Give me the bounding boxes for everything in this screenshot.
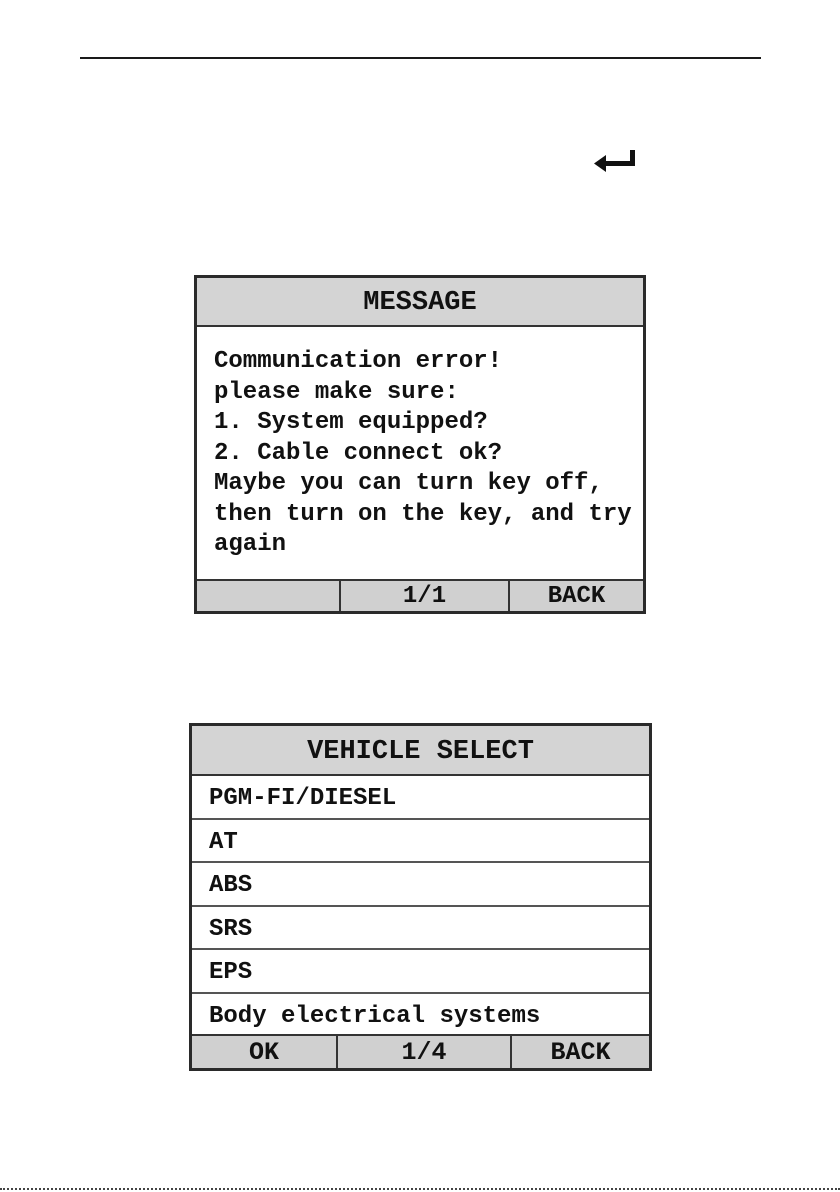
- menu-item-srs[interactable]: SRS: [192, 907, 649, 951]
- message-line: 2. Cable connect ok?: [214, 439, 503, 467]
- footer-rule: [0, 1188, 840, 1190]
- message-line: 1. System equipped?: [214, 409, 488, 436]
- header-rule: [80, 57, 761, 59]
- menu-item-at[interactable]: AT: [192, 820, 649, 864]
- ok-button[interactable]: OK: [192, 1036, 338, 1068]
- message-line: please make sure:: [214, 378, 459, 406]
- back-button[interactable]: BACK: [547, 583, 606, 610]
- menu-item-pgm-fi-diesel[interactable]: PGM-FI/DIESEL: [192, 776, 649, 820]
- menu-item-abs[interactable]: ABS: [192, 863, 649, 907]
- footer-blank-button[interactable]: [197, 581, 341, 611]
- message-line: again: [214, 531, 287, 558]
- message-line: then turn on the key, and try: [214, 500, 632, 528]
- message-screen: [194, 275, 646, 614]
- enter-arrow-icon: [594, 150, 636, 172]
- message-title: MESSAGE: [197, 278, 643, 327]
- message-line: Communication error!: [214, 348, 503, 375]
- vehicle-select-title: VEHICLE SELECT: [192, 726, 649, 776]
- menu-item-eps[interactable]: EPS: [192, 950, 649, 994]
- message-line: Maybe you can turn key off,: [214, 470, 603, 497]
- menu-item-body-electrical[interactable]: Body electrical systems: [192, 994, 649, 1038]
- page-indicator: 1/1: [341, 581, 510, 611]
- vehicle-select-screen: [189, 723, 652, 1071]
- message-footer: [197, 579, 643, 611]
- back-button[interactable]: BACK: [550, 1038, 611, 1067]
- page-indicator: 1/4: [338, 1036, 512, 1068]
- message-body: [197, 327, 643, 561]
- vehicle-select-footer: [192, 1034, 649, 1068]
